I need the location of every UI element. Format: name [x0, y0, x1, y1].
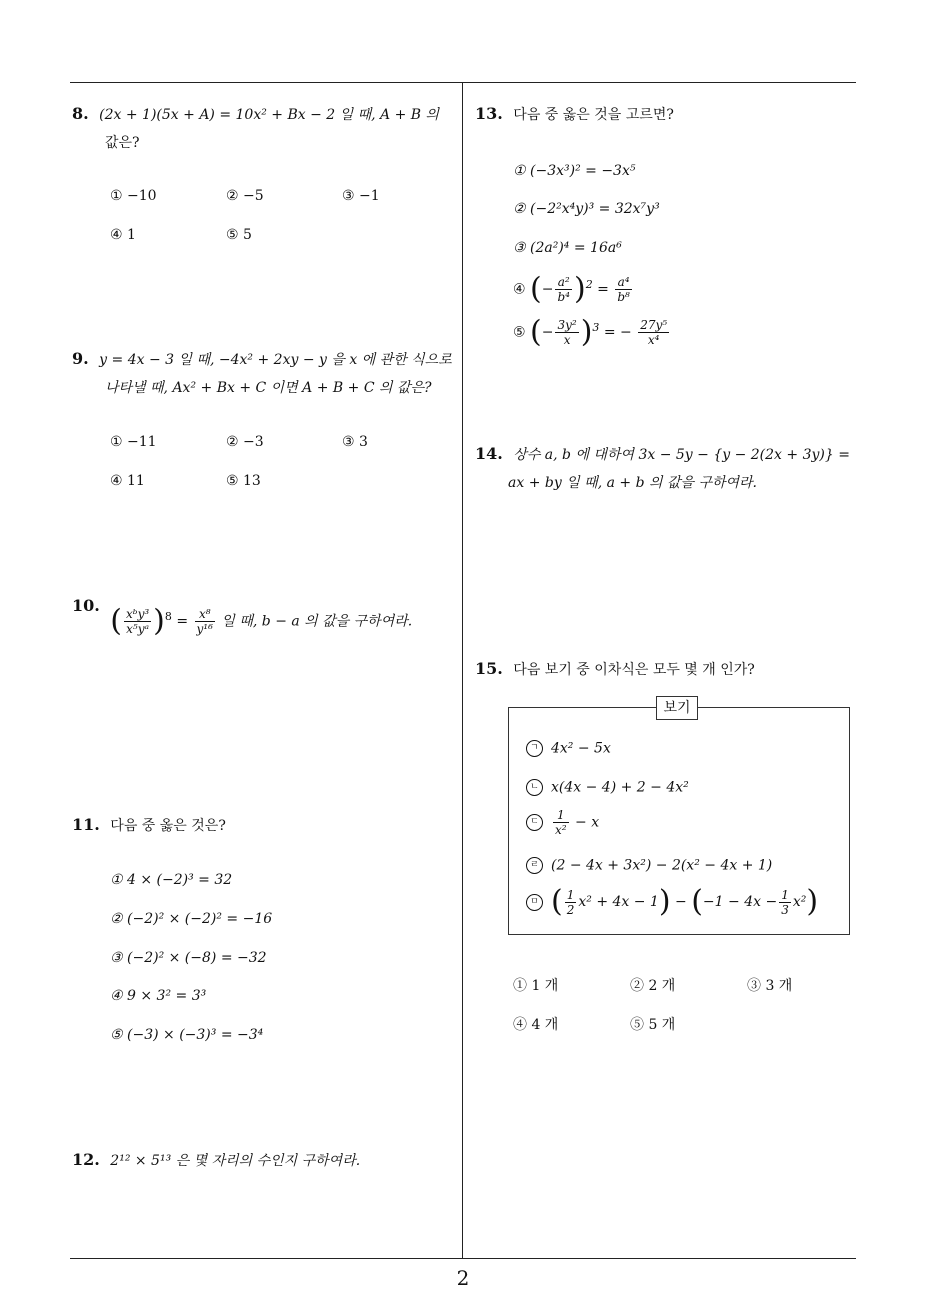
fraction: [555, 318, 578, 347]
question-number: 14.: [475, 444, 503, 463]
numerator: 1: [553, 808, 569, 823]
question-text: 다음 보기 중 이차식은 모두 몇 개 인가?: [513, 662, 755, 678]
choice-5[interactable]: ⑤ 5: [226, 227, 252, 243]
left-paren: (: [110, 603, 123, 639]
question-text: 다음 중 옳은 것은?: [110, 818, 226, 834]
example-item-1: [526, 740, 611, 757]
fraction: [553, 808, 569, 837]
numerator: xᵇy³: [126, 607, 150, 622]
choice-1[interactable]: ① (−3x³)² = −3x⁵: [513, 163, 636, 179]
question-text: 일 때, b − a 의 값을 구하여라.: [221, 613, 413, 630]
choice-3[interactable]: ③ −1: [342, 188, 380, 204]
item-mark: ㄷ: [526, 814, 543, 831]
item-mark: ㄹ: [526, 857, 543, 874]
question-12: [72, 1146, 457, 1175]
item-text: x² + 4x − 1: [578, 894, 659, 910]
exponent: 8: [164, 610, 172, 623]
fraction: [195, 607, 215, 636]
choice-5[interactable]: [513, 308, 671, 353]
fraction: [124, 607, 151, 636]
numerator: 3y²: [557, 318, 577, 333]
example-item-4: [526, 857, 772, 874]
question-13: [475, 100, 860, 129]
item-text: (2 − 4x + 3x²) − 2(x² − 4x + 1): [551, 857, 773, 874]
question-8: [72, 100, 457, 157]
choice-5[interactable]: ⑤ 5 개: [630, 1017, 676, 1033]
fraction: [638, 318, 669, 347]
question-text: ax + by 일 때, a + b 의 값을 구하여라.: [508, 475, 758, 491]
equals: = −: [603, 324, 632, 341]
question-11: [72, 811, 457, 840]
choice-4[interactable]: [513, 265, 634, 310]
question-number: 15.: [475, 659, 503, 678]
question-text: 2¹² × 5¹³ 은 몇 자리의 수인지 구하여라.: [110, 1153, 361, 1169]
item-mark: ㅁ: [526, 894, 543, 911]
denominator: y¹⁶: [196, 622, 213, 637]
page-number: 2: [456, 1266, 470, 1290]
right-paren: ): [658, 884, 671, 919]
left-paren: (: [551, 884, 563, 919]
left-paren: (: [691, 884, 703, 919]
example-item-5: [526, 882, 818, 922]
right-paren: ): [153, 603, 165, 639]
item-mark: ㄱ: [526, 740, 543, 757]
item-text: 4x² − 5x: [551, 740, 611, 757]
question-text: 다음 중 옳은 것을 고르면?: [513, 107, 674, 123]
exponent: 3: [592, 321, 600, 334]
left-paren: (: [530, 271, 542, 307]
denominator: x⁴: [647, 333, 660, 348]
item-text: − x: [575, 814, 600, 831]
question-number: 12.: [72, 1150, 100, 1169]
example-box-label: 보기: [656, 696, 698, 720]
minus-sign: −: [541, 281, 554, 298]
question-number: 9.: [72, 349, 89, 368]
example-item-2: [526, 779, 689, 796]
choice-2[interactable]: ② 2 개: [630, 978, 676, 994]
choice-3[interactable]: ③ 3: [342, 434, 368, 450]
choice-1[interactable]: ① −11: [110, 434, 157, 450]
numerator: x⁸: [195, 607, 215, 622]
item-text: −1 − 4x −: [702, 894, 778, 910]
choice-3[interactable]: ③ 3 개: [747, 978, 793, 994]
choice-1[interactable]: ① 4 × (−2)³ = 32: [110, 872, 233, 888]
choice-2[interactable]: ② −3: [226, 434, 264, 450]
fraction: [565, 888, 577, 917]
choice-mark: ④: [513, 281, 526, 298]
fraction: [615, 275, 632, 304]
denominator: x²: [555, 823, 567, 837]
choice-4[interactable]: ④ 1: [110, 227, 136, 243]
choice-1[interactable]: ① 1 개: [513, 978, 559, 994]
question-text: 값은?: [105, 135, 140, 151]
denominator: 3: [781, 902, 789, 917]
choice-4[interactable]: ④ 4 개: [513, 1017, 559, 1033]
bottom-rule: [70, 1258, 856, 1259]
choice-4[interactable]: ④ 9 × 3² = 3³: [110, 988, 207, 1004]
top-rule: [70, 82, 856, 83]
choice-mark: ⑤: [513, 324, 526, 341]
question-number: 10.: [72, 596, 100, 615]
item-mark: ㄴ: [526, 779, 543, 796]
example-item-3: [526, 808, 599, 837]
numerator: 1: [566, 887, 575, 902]
question-text: (2x + 1)(5x + A) = 10x² + Bx − 2 일 때, A + B 의: [99, 107, 440, 123]
column-divider: [462, 83, 463, 1259]
choice-1[interactable]: ① −10: [110, 188, 157, 204]
question-text: 나타낼 때, Ax² + Bx + C 이면 A + B + C 의 값은?: [105, 380, 432, 396]
denominator: 2: [566, 902, 575, 917]
question-text: 상수 a, b 에 대하여 3x − 5y − {y − 2(2x + 3y)} =: [513, 447, 850, 463]
item-text: x(4x − 4) + 2 − 4x²: [551, 779, 689, 796]
denominator: x: [563, 333, 571, 348]
denominator: x⁵yᵃ: [126, 622, 150, 637]
numerator: a⁴: [615, 275, 632, 290]
choice-5[interactable]: ⑤ (−3) × (−3)³ = −3⁴: [110, 1027, 264, 1043]
choice-3[interactable]: ③ (2a²)⁴ = 16a⁶: [513, 240, 622, 256]
question-number: 13.: [475, 104, 503, 123]
numerator: 1: [781, 887, 789, 902]
minus-sign: −: [675, 894, 687, 910]
numerator: 27y⁵: [640, 318, 668, 333]
right-paren: ): [806, 884, 819, 919]
question-10: [72, 597, 457, 642]
numerator: a²: [555, 275, 572, 290]
question-14: [475, 440, 860, 497]
exponent: 2: [585, 278, 593, 291]
fraction: [555, 275, 572, 304]
equals: =: [597, 281, 609, 298]
question-text: y = 4x − 3 일 때, −4x² + 2xy − y 을 x 에 관한 식으로: [99, 352, 452, 368]
fraction: [779, 888, 791, 917]
minus-sign: −: [541, 324, 554, 341]
question-15: [475, 655, 860, 684]
choice-4[interactable]: ④ 11: [110, 473, 145, 489]
choice-2[interactable]: ② (−2)² × (−2)² = −16: [110, 911, 273, 927]
choice-3[interactable]: ③ (−2)² × (−8) = −32: [110, 950, 267, 966]
left-paren: (: [530, 314, 542, 350]
equals: =: [176, 613, 189, 630]
choice-2[interactable]: ② (−2²x⁴y)³ = 32x⁷y³: [513, 201, 660, 217]
denominator: b⁸: [617, 290, 630, 305]
question-number: 8.: [72, 104, 89, 123]
denominator: b⁴: [557, 290, 570, 305]
choice-5[interactable]: ⑤ 13: [226, 473, 261, 489]
question-number: 11.: [72, 815, 100, 834]
choice-2[interactable]: ② −5: [226, 188, 264, 204]
question-9: [72, 345, 457, 402]
right-paren: ): [580, 314, 593, 350]
item-text: x²: [792, 894, 807, 910]
right-paren: ): [573, 271, 586, 307]
